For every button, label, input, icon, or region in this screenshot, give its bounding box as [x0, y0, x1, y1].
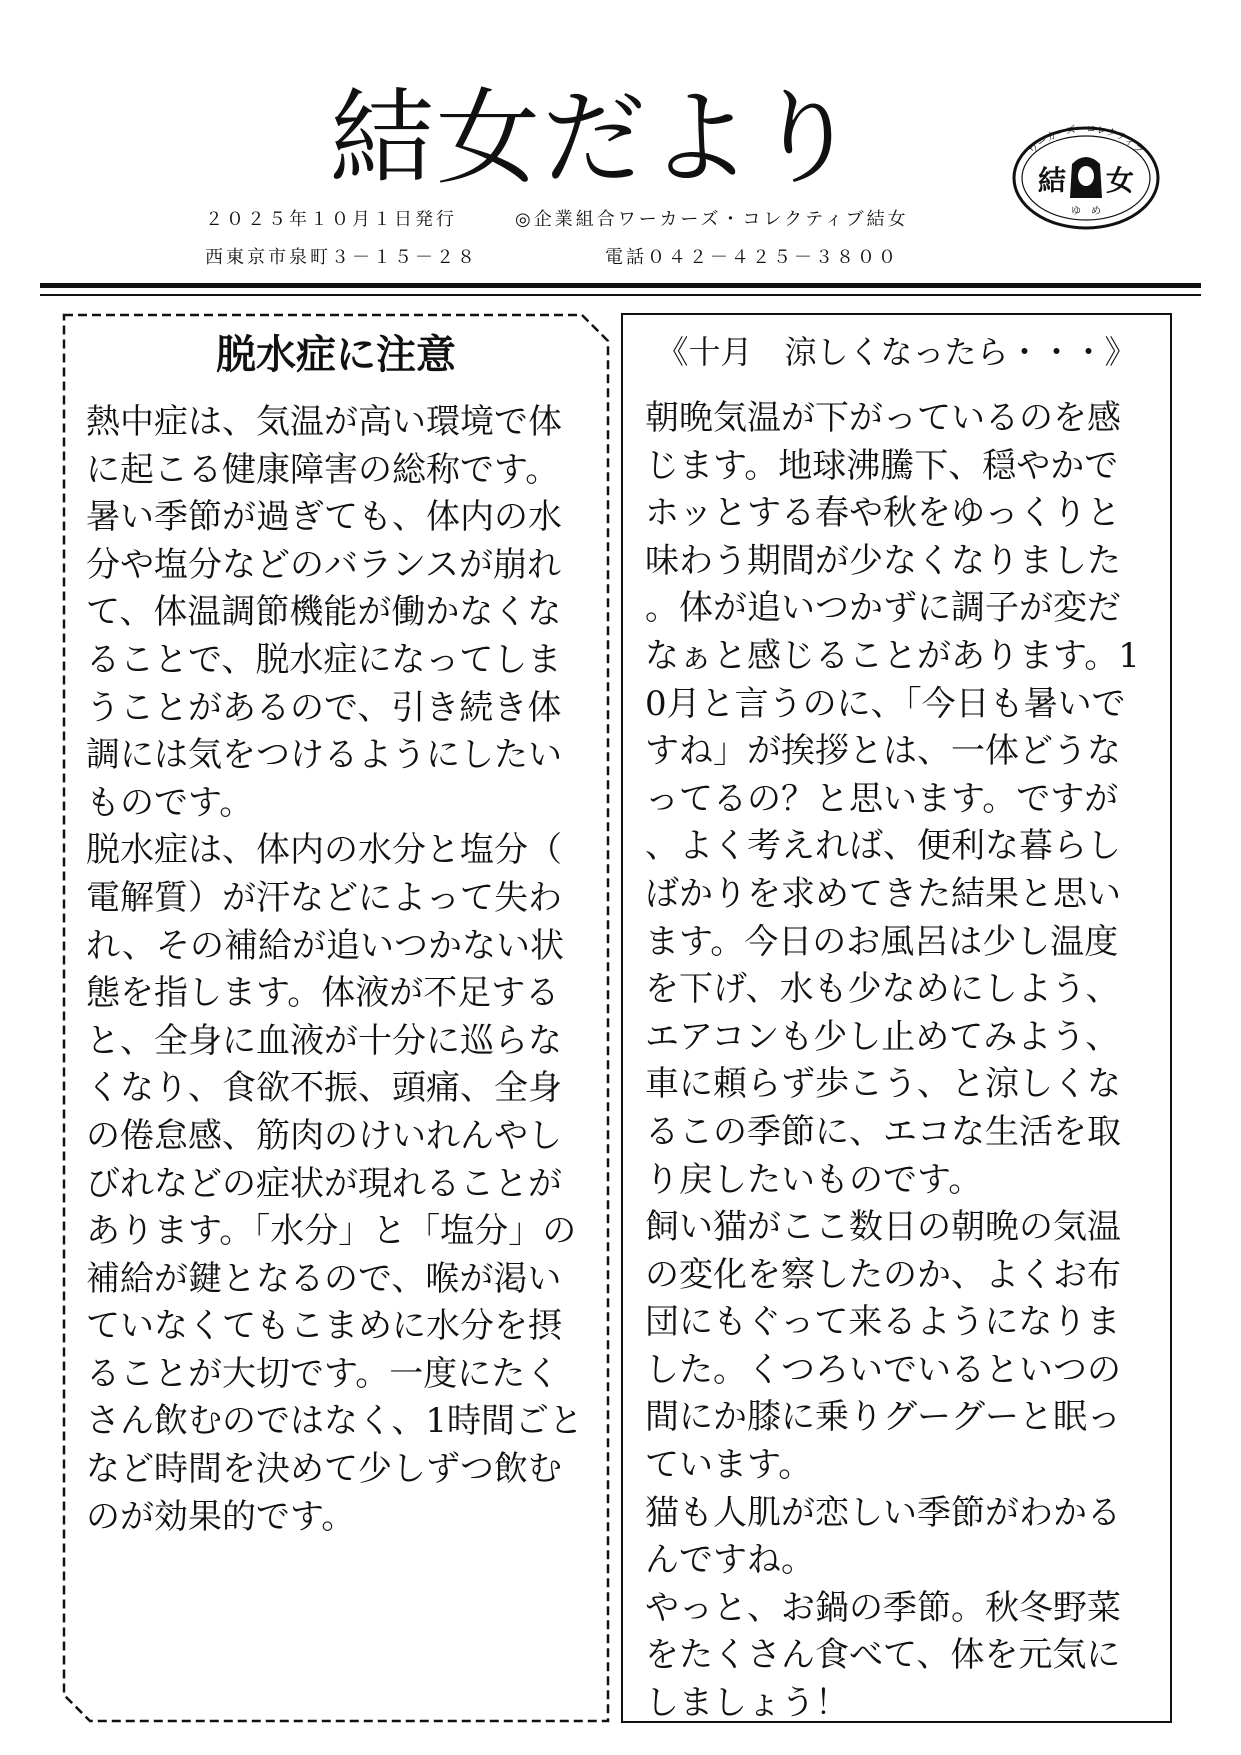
article-dehydration-heading: 脱水症に注意 — [216, 332, 456, 378]
logo-bottom-text: ゆ め — [1071, 206, 1101, 217]
address: 西東京市泉町３－１５－２８ — [205, 247, 478, 268]
article-paragraph: 暑い季節が過ぎても、体内の水分や塩分などのバランスが崩れて、体温調節機能が働かなくなることで、脱水症になってしまうことがあるので、引き続き体調には気をつけるようにしたいものです。 — [86, 497, 562, 823]
article-paragraph: 熱中症は、気温が高い環境で体に起こる健康障害の総称です。 — [86, 402, 562, 490]
phone-number: 電話０４２－４２５－３８００ — [605, 247, 899, 268]
publisher-name: ◎企業組合ワーカーズ・コレクティブ結女 — [515, 209, 909, 230]
article-october-body — [645, 395, 1145, 1728]
article-paragraph: 脱水症は、体内の水分と塩分（電解質）が汗などによって失われ、その補給が追いつかない状態を指します。体液が不足すると、全身に血液が十分に巡らなくなり、食欲不振、頭痛、全身の倦怠感、筋肉のけいれんやしびれなどの症状が現れることがあります。「水分」と「塩分」の補給が鍵となるので、喉が渇いていなくてもこまめに水分を摂ることが大切です。一度にたくさん飲むのではなく、1時間ごとなど時間を決めて少しずつ飲むのが効果的です。 — [86, 830, 583, 1537]
article-dehydration-body — [86, 399, 586, 1541]
article-paragraph: 猫も人肌が恋しい季節がわかるんですね。 — [645, 1492, 1121, 1581]
logo-char-right: 女 — [1106, 164, 1135, 197]
cooperative-logo — [1010, 120, 1162, 232]
logo-char-left: 結 — [1038, 164, 1067, 197]
issue-date: ２０２５年１０月１日発行 — [205, 209, 457, 230]
header-divider-thin — [40, 294, 1201, 296]
newsletter-title: 結女だより — [330, 77, 861, 199]
article-october-box — [621, 313, 1172, 1723]
article-paragraph: 朝晩気温が下がっているのを感じます。地球沸騰下、穏やかでホッとする春や秋をゆっくりと味わう期間が少なくなりました。体が追いつかずに調子が変だなぁと感じることがあります。10月と言うのに、「今日も暑いですね」が挨拶とは、一体どうなってるの？と思います。ですが、よく考えれば、便利な暮らしばかりを求めてきた結果と思います。今日のお風呂は少し温度を下げ、水も少なめにしよう、エアコンも少し止めてみよう、車に頼らず歩こう、と涼しくなるこの季節に、エコな生活を取り戻したいものです。 — [645, 398, 1140, 1200]
logo-woman-icon — [1070, 157, 1102, 198]
logo-graphic — [1010, 120, 1162, 232]
header-divider-thick — [40, 283, 1201, 288]
article-paragraph: 飼い猫がここ数日の朝晩の気温の変化を察したのか、よくお布団にもぐって来るようになりました。くつろいでいるといつの間にか膝に乗りグーグーと眠っています。 — [645, 1207, 1121, 1486]
logo-arc-text: ワーカーズ・コレクティブ — [1027, 123, 1145, 157]
article-paragraph: やっと、お鍋の季節。秋冬野菜をたくさん食べて、体を元気にしましょう！ — [645, 1587, 1121, 1724]
article-october-heading: 《十月 涼しくなったら・・・》 — [656, 333, 1137, 371]
article-dehydration-box — [62, 313, 610, 1723]
